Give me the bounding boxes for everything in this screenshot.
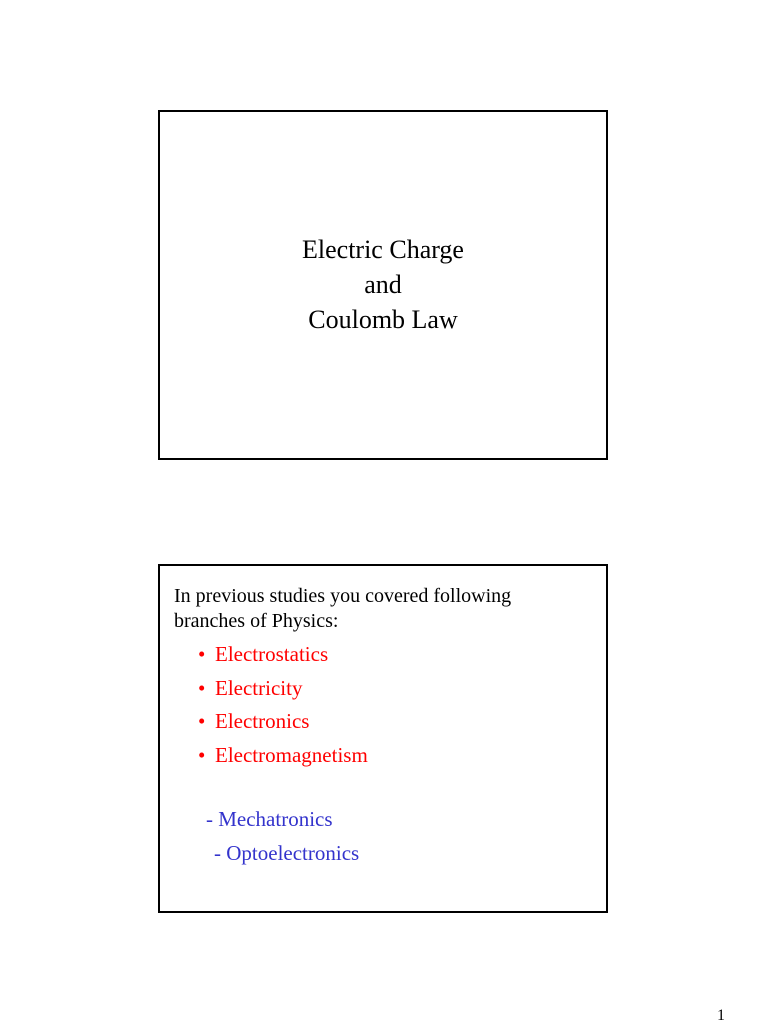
title-line-1: Electric Charge [302,235,464,264]
list-item [198,672,368,706]
intro-line-1: In previous studies you covered following [174,585,512,607]
branches-list [198,638,368,772]
sub-item-mechatronics: - Mechatronics [206,807,333,831]
slide-title-text [160,232,606,337]
sub-item-optoelectronics: - Optoelectronics [214,841,360,865]
bullet-label: Electromagnetism [215,742,368,767]
bullet-label: Electrostatics [215,642,329,666]
bullet-icon: • [198,675,206,700]
bullet-icon: • [198,742,206,767]
bullet-label: Electricity [215,675,303,700]
page-number: 1 [717,1007,725,1024]
slide-title [158,110,608,460]
bullet-icon: • [198,709,206,733]
bullet-icon: • [198,642,206,666]
bullet-label: Electronics [215,709,310,733]
slide-branches [158,564,608,913]
title-line-3: Coulomb Law [308,305,458,334]
list-item [198,705,368,739]
intro-text [174,584,511,634]
list-item [198,739,368,773]
intro-line-2: branches of Physics: [174,610,339,632]
list-item [198,638,368,672]
title-line-2: and [364,270,402,299]
